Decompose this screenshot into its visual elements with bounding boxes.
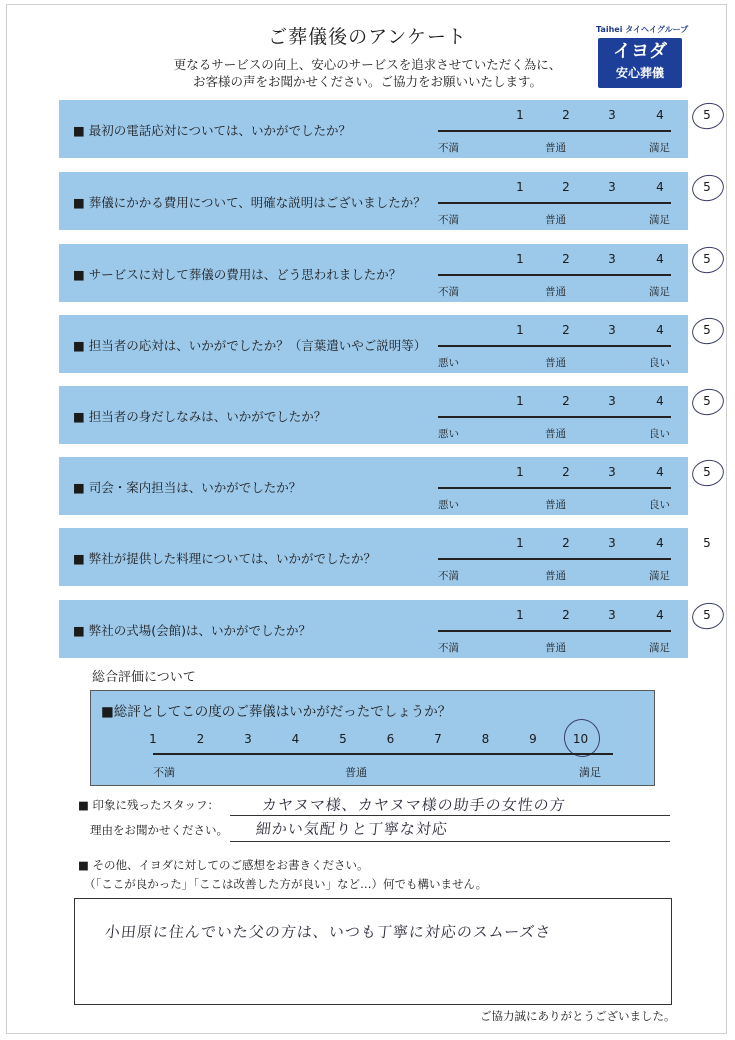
scale-number[interactable]: 4 [656,608,664,622]
overall-question: ■総評としてこの度のご葬儀はいかがだったでしょうか？ [101,704,452,720]
scale-label-high: 良い [649,428,670,440]
overall-question-box [90,690,655,786]
rating-scale [433,457,711,515]
scale-label-mid: 普通 [545,428,566,440]
scale-label-low: 悪い [438,428,459,440]
scale-number[interactable]: 5 [703,465,711,479]
scale-line [438,274,671,276]
scale-number[interactable]: 5 [703,180,711,194]
overall-high-label: 満足 [579,766,601,779]
scale-number[interactable]: 4 [656,465,664,479]
brand-logo-text: イヨダ [613,41,667,62]
scale-label-low: 不満 [438,142,459,154]
scale-line [438,487,671,489]
scale-number[interactable]: 3 [608,108,616,122]
other-sub-label: （「ここが良かった」「ここは改善した方が良い」など…）何でも構いません。 [84,877,488,891]
question-row [59,244,711,302]
staff-handwritten: カヤヌマ様、カヤヌマ様の助手の女性の方 [261,796,567,814]
scale-line [438,630,671,632]
comment-box [74,898,672,1005]
brand-logo [598,38,682,88]
question-text: ■ 担当者の応対は、いかがでしたか？（言葉遣いやご説明等） [73,338,427,353]
overall-scale-number[interactable]: 4 [291,732,300,746]
scale-line [438,345,671,347]
question-text: ■ 最初の電話応対については、いかがでしたか？ [73,123,352,138]
reason-line [230,841,670,842]
scale-number[interactable]: 4 [656,394,664,408]
question-row [59,386,711,444]
question-row [59,457,711,515]
overall-scale-number[interactable]: 9 [529,732,537,746]
scale-number[interactable]: 4 [656,180,664,194]
scale-number[interactable]: 2 [562,180,570,194]
staff-line [230,815,670,816]
question-text: ■ 葬儀にかかる費用について、明確な説明はございましたか？ [73,195,426,210]
scale-label-low: 悪い [438,357,459,369]
overall-scale-number[interactable]: 8 [481,732,490,746]
scale-label-mid: 普通 [545,642,566,654]
scale-label-low: 悪い [438,499,459,511]
overall-low-label: 不満 [153,766,175,779]
question-text: ■ 弊社の式場(会館)は、いかがでしたか？ [73,623,312,638]
question-text: ■ 司会・案内担当は、いかがでしたか？ [73,480,302,495]
scale-line [438,416,671,418]
overall-heading: 総合評価について [92,670,196,685]
scale-number[interactable]: 1 [516,323,524,337]
other-label: ■ その他、イヨダに対してのご感想をお書きください。 [78,858,369,872]
scale-label-low: 不満 [438,642,459,654]
overall-scale-number[interactable]: 7 [434,732,442,746]
scale-number[interactable]: 5 [703,536,711,550]
question-row [59,528,711,586]
scale-number[interactable]: 3 [608,394,616,408]
overall-mid-label: 普通 [345,766,367,779]
scale-number[interactable]: 3 [608,465,616,479]
scale-number[interactable]: 4 [656,323,664,337]
scale-number[interactable]: 3 [608,536,616,550]
scale-number[interactable]: 1 [516,608,524,622]
scale-number[interactable]: 4 [656,108,664,122]
scale-line [438,202,671,204]
scale-number[interactable]: 3 [608,180,616,194]
scale-number[interactable]: 5 [703,108,711,122]
overall-scale-number[interactable]: 5 [339,732,347,746]
question-text: ■ サービスに対して葬儀の費用は、どう思われましたか？ [73,267,402,282]
scale-number[interactable]: 3 [608,608,616,622]
staff-label: ■ 印象に残ったスタッフ： [78,798,220,812]
question-row [59,315,711,373]
scale-label-high: 良い [649,499,670,511]
overall-scale-number[interactable]: 3 [244,732,252,746]
rating-scale [433,100,711,158]
thanks-text: ご協力誠にありがとうございました。 [480,1009,676,1023]
scale-number[interactable]: 2 [562,108,570,122]
scale-line [438,130,671,132]
scale-label-low: 不満 [438,570,459,582]
scale-number[interactable]: 2 [562,608,570,622]
scale-label-mid: 普通 [545,570,566,582]
scale-number[interactable]: 4 [656,536,664,550]
scale-number[interactable]: 1 [516,536,524,550]
scale-label-high: 満足 [649,286,670,298]
scale-label-low: 不満 [438,286,459,298]
comment-handwritten: 小田原に住んでいた父の方は、いつも丁寧に対応のスムーズさ [104,923,553,941]
scale-label-mid: 普通 [545,142,566,154]
scale-line [438,558,671,560]
overall-scale-number[interactable]: 6 [386,732,395,746]
question-row [59,100,711,158]
scale-number[interactable]: 2 [562,465,570,479]
rating-scale [433,315,711,373]
scale-number[interactable]: 5 [703,394,711,408]
rating-scale [433,172,711,230]
brand-group-name: Taihei タイヘイグループ [596,25,689,34]
page-title: ご葬儀後のアンケート [268,26,467,48]
scale-number[interactable]: 3 [608,323,616,337]
intro-line-1: 更なるサービスの向上、安心のサービスを追求させていただく為に、 [173,57,562,72]
intro-line-2: お客様の声をお聞かせください。ご協力をお願いいたします。 [192,74,542,89]
scale-label-low: 不満 [438,214,459,226]
overall-scale-line [153,753,613,755]
rating-scale [433,244,711,302]
scale-number[interactable]: 1 [516,252,524,266]
reason-handwritten: 細かい気配りと丁寧な対応 [255,820,449,838]
scale-label-high: 満足 [649,570,670,582]
overall-scale-number[interactable]: 2 [196,732,205,746]
scale-number[interactable]: 2 [562,394,570,408]
overall-scale-number[interactable]: 10 [572,732,589,746]
scale-label-high: 満足 [649,142,670,154]
scale-number[interactable]: 1 [516,180,524,194]
scale-number[interactable]: 1 [516,465,524,479]
rating-scale [433,528,711,586]
rating-scale [433,386,711,444]
scale-number[interactable]: 2 [562,323,570,337]
scale-number[interactable]: 5 [703,252,711,266]
scale-label-mid: 普通 [545,499,566,511]
staff-reason-label: 理由をお聞かせください。 [90,823,228,837]
scale-number[interactable]: 2 [562,536,570,550]
rating-scale [433,600,711,658]
scale-label-high: 満足 [649,642,670,654]
scale-number[interactable]: 3 [608,252,616,266]
scale-number[interactable]: 2 [562,252,570,266]
scale-label-high: 満足 [649,214,670,226]
question-row [59,172,711,230]
overall-scale-number[interactable]: 1 [149,732,157,746]
question-row [59,600,711,658]
question-text: ■ 弊社が提供した料理については、いかがでしたか？ [73,551,377,566]
scale-number[interactable]: 4 [656,252,664,266]
scale-label-high: 良い [649,357,670,369]
scale-label-mid: 普通 [545,357,566,369]
scale-number[interactable]: 5 [703,608,711,622]
scale-number[interactable]: 1 [516,108,524,122]
scale-number[interactable]: 1 [516,394,524,408]
scale-label-mid: 普通 [545,214,566,226]
question-text: ■ 担当者の身だしなみは、いかがでしたか？ [73,409,327,424]
scale-number[interactable]: 5 [703,323,711,337]
scale-label-mid: 普通 [545,286,566,298]
brand-tagline: 安心葬儀 [615,66,664,80]
